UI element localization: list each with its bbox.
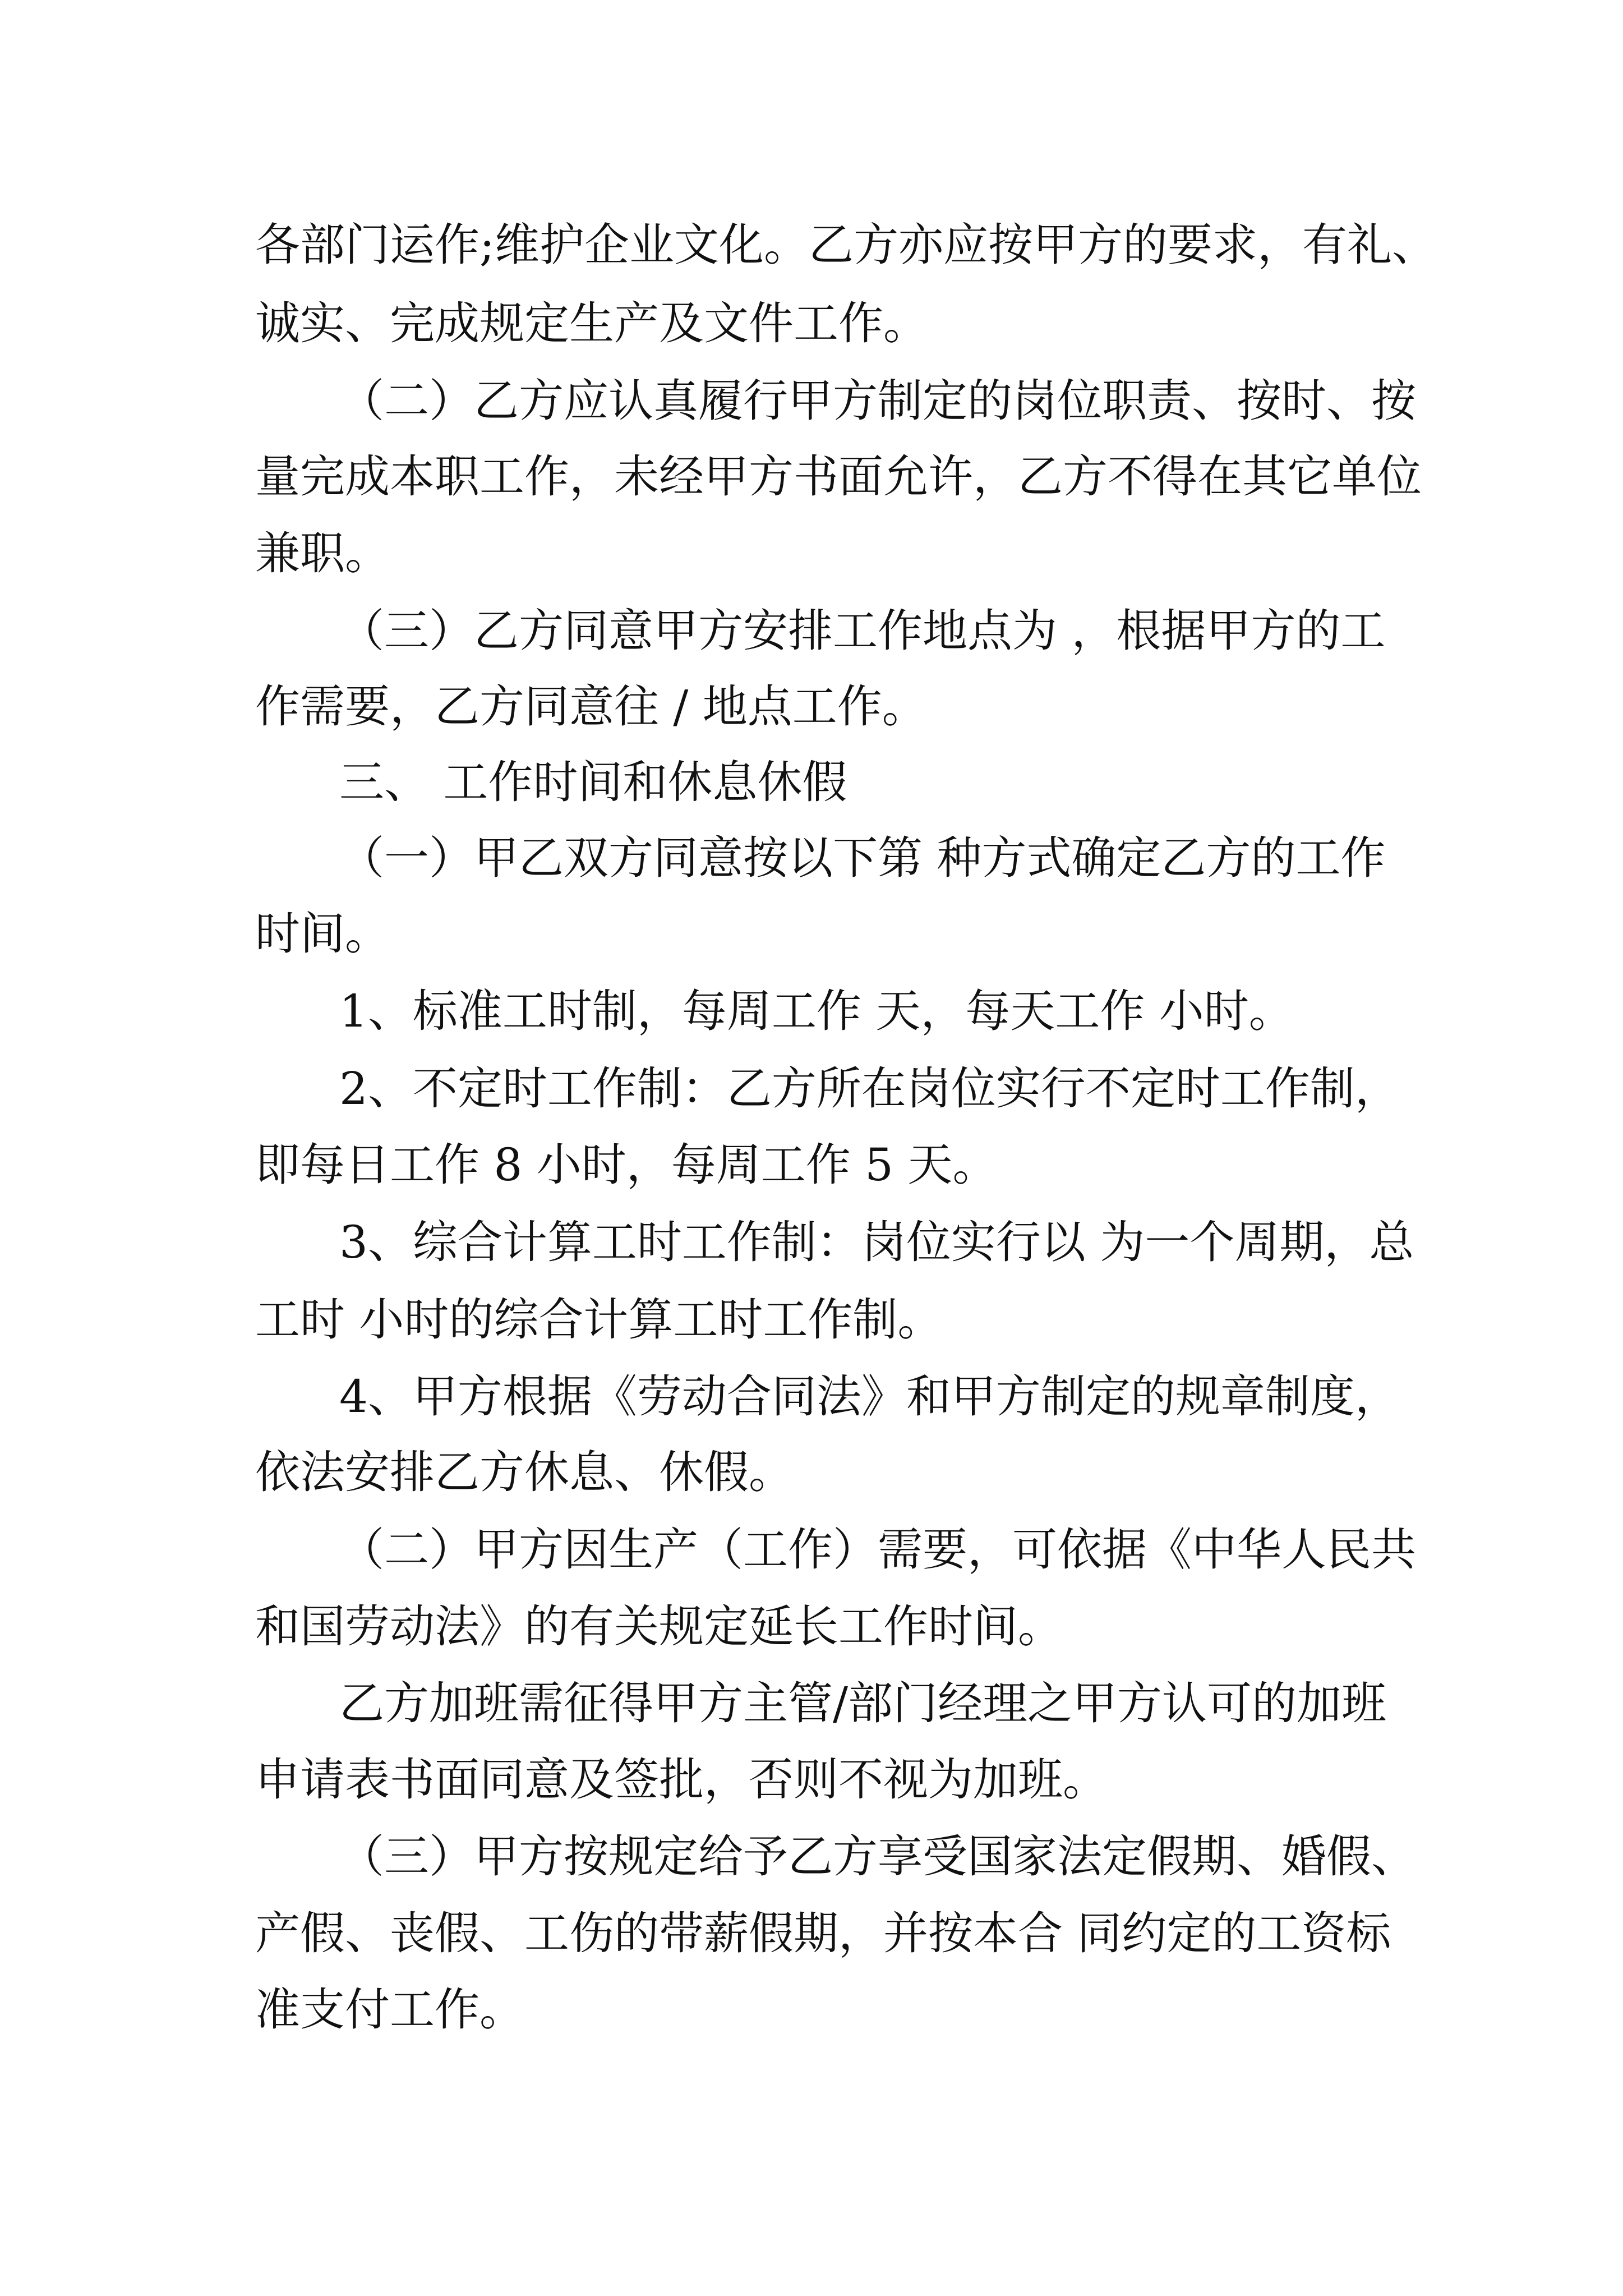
paragraph-line: （一）甲乙双方同意按以下第 种方式确定乙方的工作 [339, 832, 1386, 884]
paragraph-line: 准支付工作。 [255, 1984, 524, 2036]
list-item: 3、综合计算工时工作制：岗位实行以 为一个周期，总 [339, 1216, 1414, 1268]
paragraph-line: （二）乙方应认真履行甲方制定的岗位职责、按时、按 [339, 375, 1416, 427]
paragraph-line: 申请表书面同意及签批，否则不视为加班。 [255, 1754, 1108, 1806]
paragraph-line: 即每日工作 8 小时，每周工作 5 天。 [255, 1139, 998, 1191]
section-heading: 三、 工作时间和休息休假 [339, 756, 847, 808]
paragraph-line: 产假、丧假、工伤的带薪假期，并按本合 同约定的工资标 [255, 1907, 1391, 1959]
paragraph-line: （三）乙方同意甲方安排工作地点为 ，根据甲方的工 [339, 605, 1386, 657]
paragraph-line: 兼职。 [255, 527, 390, 579]
paragraph-line: 各部门运作;维护企业文化。乙方亦应按甲方的要求，有礼、 [255, 219, 1437, 271]
paragraph-line: 诚实、完成规定生产及文件工作。 [255, 297, 928, 349]
paragraph-line: 乙方加班需征得甲方主管/部门经理之甲方认可的加班 [339, 1677, 1386, 1729]
paragraph-line: 和国劳动法》的有关规定延长工作时间。 [255, 1600, 1063, 1653]
paragraph-line: 时间。 [255, 908, 390, 960]
list-item: 2、不定时工作制：乙方所在岗位实行不定时工作制， [339, 1062, 1400, 1115]
paragraph-line: 量完成本职工作，未经甲方书面允许，乙方不得在其它单位 [255, 450, 1422, 503]
list-item: 4、甲方根据《劳动合同法》和甲方制定的规章制度， [339, 1370, 1400, 1423]
paragraph-line: （三）甲方按规定给予乙方享受国家法定假期、婚假、 [339, 1830, 1416, 1883]
paragraph-line: 依法安排乙方休息、休假。 [255, 1446, 794, 1498]
paragraph-line: 工时 小时的综合计算工时工作制。 [255, 1294, 943, 1346]
paragraph-line: 作需要，乙方同意往 / 地点工作。 [255, 680, 927, 733]
paragraph-line: （二）甲方因生产（工作）需要，可依据《中华人民共 [339, 1524, 1416, 1576]
list-item: 1、标准工时制，每周工作 天，每天工作 小时。 [339, 985, 1294, 1037]
